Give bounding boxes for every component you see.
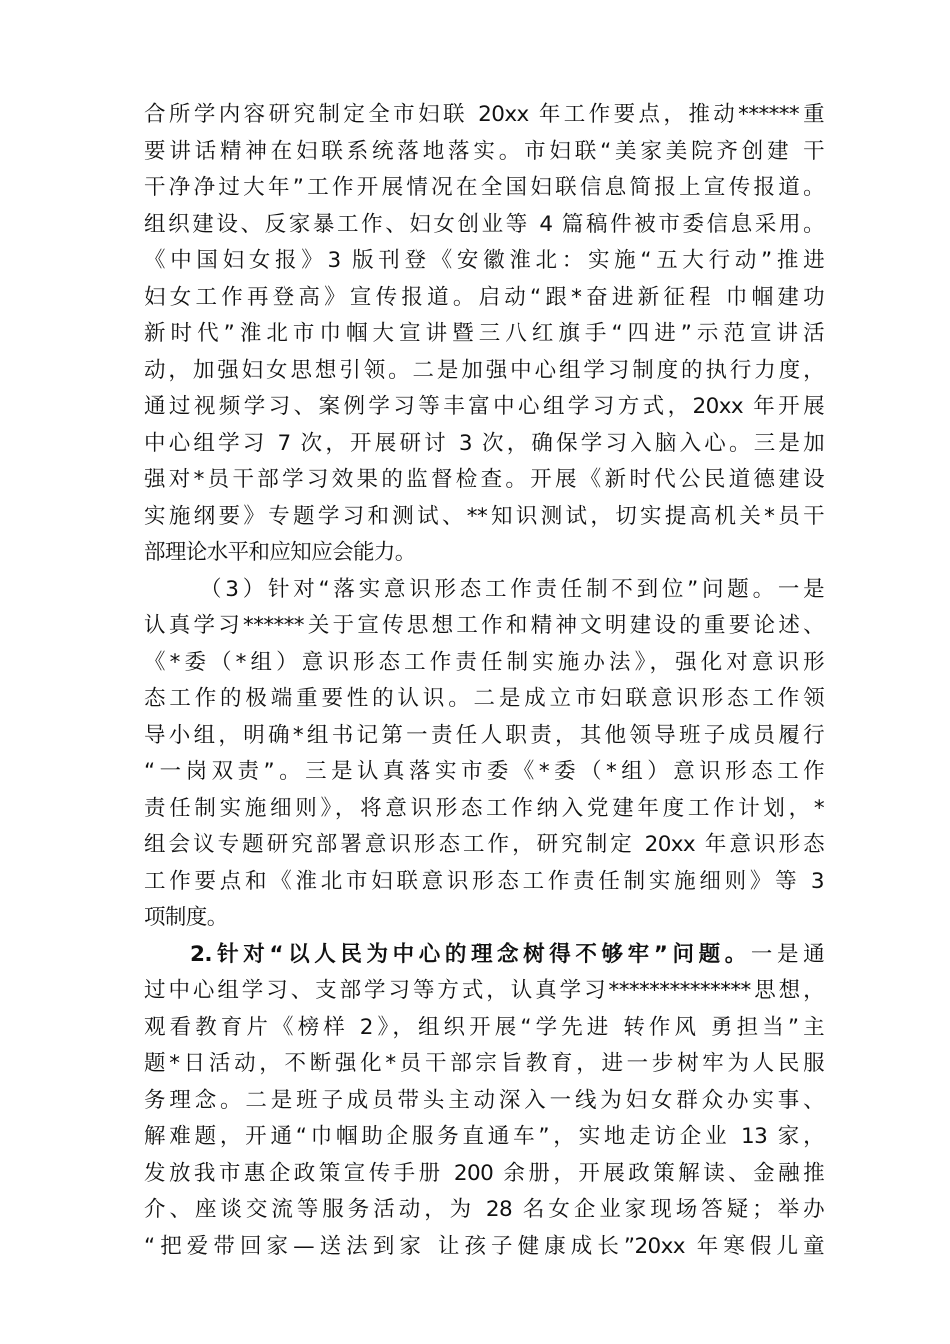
line-text: 一是通 xyxy=(750,941,824,967)
section-heading: 2.针对“以人民为中心的理念树得不够牢”问题。 xyxy=(190,941,751,967)
text-line: 过中心组学习、支部学习等方式，认真学习**************思想， xyxy=(144,978,824,1003)
text-line: 发放我市惠企政策宣传手册 200 余册，开展政策解读、金融推 xyxy=(144,1160,824,1186)
text-line: “把爱带回家—送法到家 让孩子健康成长”20xx 年寒假儿童 xyxy=(144,1233,824,1259)
text-line: 观看教育片《榜样 2》，组织开展“学先进 转作风 勇担当”主 xyxy=(144,1014,824,1040)
text-line: 工作要点和《淮北市妇联意识形态工作责任制实施细则》等 3 xyxy=(144,868,824,894)
text-line: 妇女工作再登高》宣传报道。启动“跟*奋进新征程 巾帼建功 xyxy=(144,284,824,310)
text-line: 中心组学习 7 次，开展研讨 3 次，确保学习入脑入心。三是加 xyxy=(144,430,824,456)
text-line: 强对*员干部学习效果的监督检查。开展《新时代公民道德建设 xyxy=(144,467,824,492)
text-line xyxy=(144,937,824,974)
text-line: 解难题，开通“巾帼助企服务直通车”，实地走访企业 13 家， xyxy=(144,1124,824,1149)
text-line: 态工作的极端重要性的认识。二是成立市妇联意识形态工作领 xyxy=(144,686,824,711)
text-line: 实施纲要》专题学习和测试、**知识测试，切实提高机关*员干 xyxy=(144,503,824,529)
text-line: 务理念。二是班子成员带头主动深入一线为妇女群众办实事、 xyxy=(144,1087,824,1113)
text-line: 责任制实施细则》，将意识形态工作纳入党建年度工作计划，* xyxy=(144,795,824,821)
text-line: 通过视频学习、案例学习等丰富中心组学习方式，20xx 年开展 xyxy=(144,394,824,419)
text-line: 《中国妇女报》3 版刊登《安徽淮北：实施“五大行动”推进 xyxy=(144,248,824,273)
document-body xyxy=(144,97,824,1265)
text-line: 组会议专题研究部署意识形态工作，研究制定 20xx 年意识形态 xyxy=(144,832,824,857)
text-line: 项制度。 xyxy=(144,905,228,930)
text-line: 动，加强妇女思想引领。二是加强中心组学习制度的执行力度， xyxy=(144,357,824,383)
text-line: 部理论水平和应知应会能力。 xyxy=(144,540,416,565)
text-line: “一岗双责”。三是认真落实市委《*委（*组）意识形态工作 xyxy=(144,759,824,784)
text-line: （3）针对“落实意识形态工作责任制不到位”问题。一是 xyxy=(200,576,824,602)
text-line: 导小组，明确*组书记第一责任人职责，其他领导班子成员履行 xyxy=(144,722,824,748)
text-line: 介、座谈交流等服务活动，为 28 名女企业家现场答疑；举办 xyxy=(144,1197,824,1222)
text-line: 组织建设、反家暴工作、妇女创业等 4 篇稿件被市委信息采用。 xyxy=(144,211,824,237)
text-line: 干净净过大年”工作开展情况在全国妇联信息简报上宣传报道。 xyxy=(144,175,824,200)
text-line: 《*委（*组）意识形态工作责任制实施办法》，强化对意识形 xyxy=(144,649,824,675)
text-line: 题*日活动，不断强化*员干部宗旨教育，进一步树牢为人民服 xyxy=(144,1051,824,1076)
text-line: 要讲话精神在妇联系统落地落实。市妇联“美家美院齐创建 干 xyxy=(144,138,824,164)
text-line: 认真学习******关于宣传思想工作和精神文明建设的重要论述、 xyxy=(144,613,824,638)
text-line: 合所学内容研究制定全市妇联 20xx 年工作要点，推动******重 xyxy=(144,102,824,127)
text-line: 新时代”淮北市巾帼大宣讲暨三八红旗手“四进”示范宣讲活 xyxy=(144,321,824,346)
